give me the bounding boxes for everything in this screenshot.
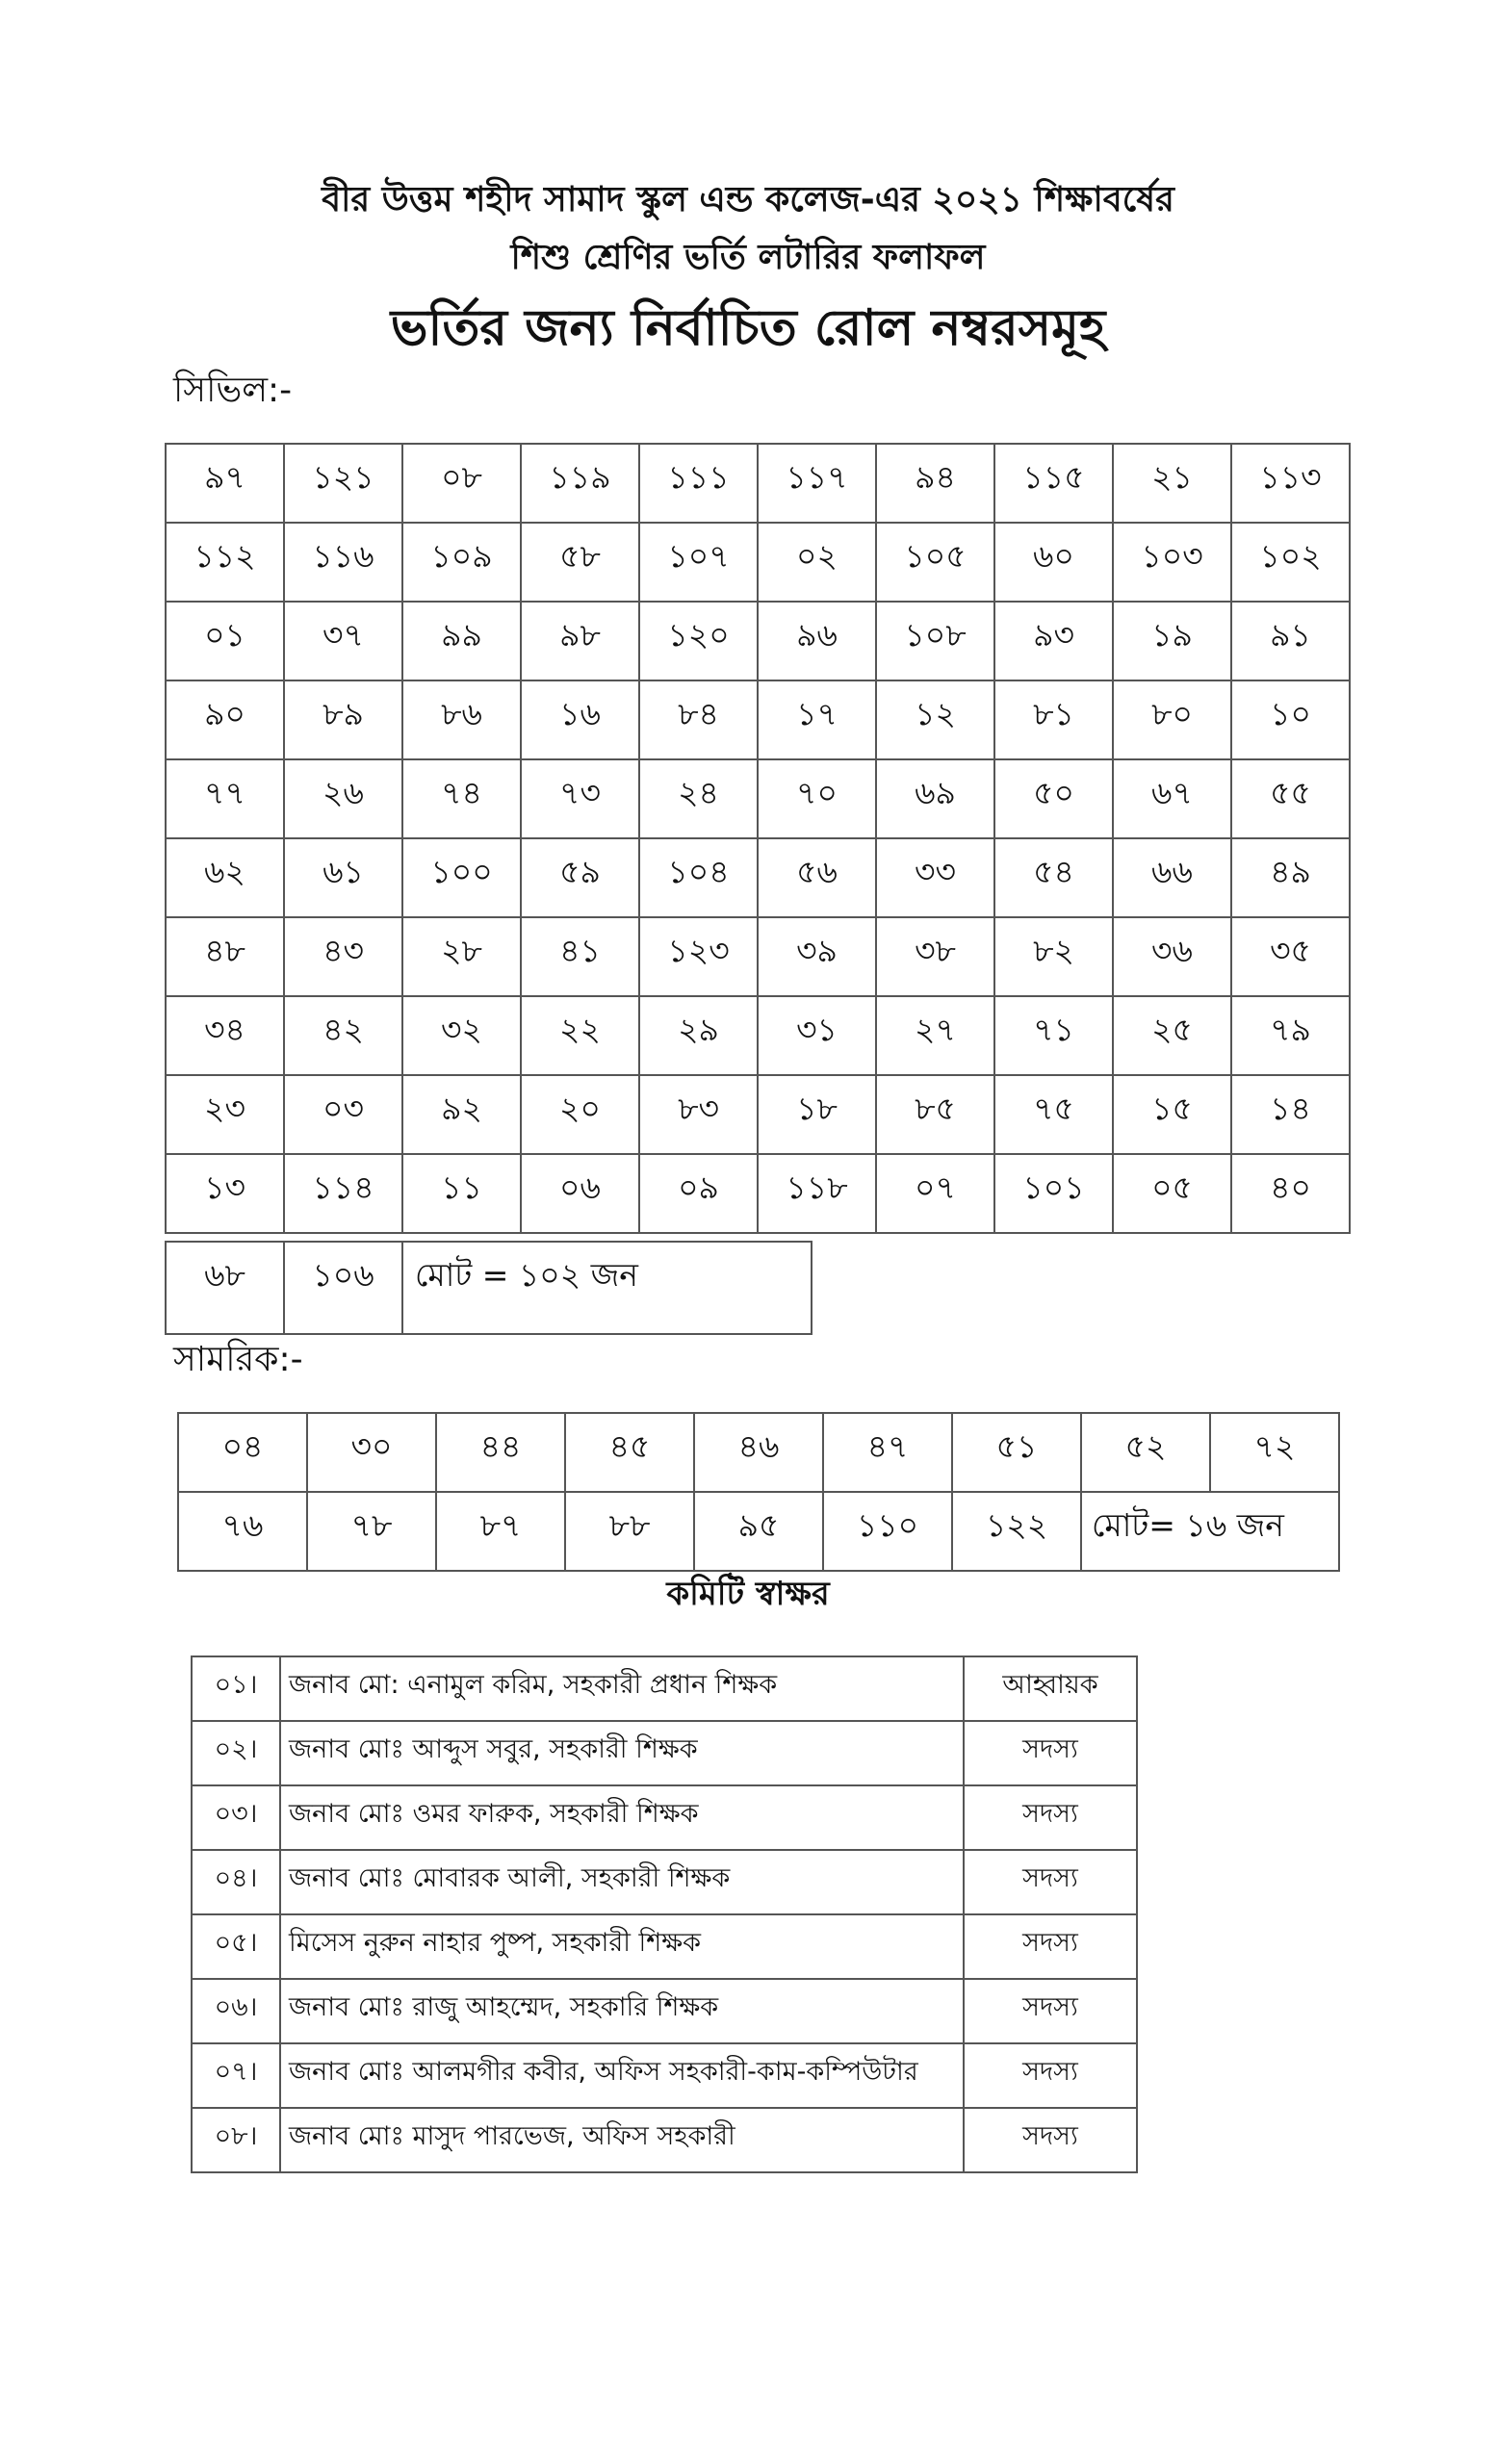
military-total: মোট= ১৬ জন bbox=[1081, 1492, 1339, 1571]
roll-cell: ৩৭ bbox=[284, 602, 402, 680]
member-name: জনাব মোঃ ওমর ফারুক, সহকারী শিক্ষক bbox=[280, 1785, 964, 1850]
roll-cell: ১০৭ bbox=[639, 523, 758, 602]
roll-cell: ২০ bbox=[521, 1075, 639, 1154]
civil-section-label: সিভিল:- bbox=[173, 371, 293, 410]
roll-cell: ৯১ bbox=[1231, 602, 1350, 680]
committee-row bbox=[192, 2043, 1137, 2108]
member-name: জনাব মোঃ আব্দুস সবুর, সহকারী শিক্ষক bbox=[280, 1721, 964, 1785]
civil-roll-table bbox=[165, 443, 1351, 1234]
page-title: ভর্তির জন্য নির্বাচিত রোল নম্বরসমূহ bbox=[390, 299, 1106, 357]
roll-cell: ০৩ bbox=[284, 1075, 402, 1154]
member-name: জনাব মোঃ রাজু আহম্মেদ, সহকারি শিক্ষক bbox=[280, 1979, 964, 2043]
member-name: জনাব মোঃ মাসুদ পারভেজ, অফিস সহকারী bbox=[280, 2108, 964, 2172]
roll-cell: ০৬ bbox=[521, 1154, 639, 1233]
table-row bbox=[178, 1413, 1339, 1492]
table-row bbox=[166, 838, 1350, 917]
roll-cell: ৮১ bbox=[994, 680, 1113, 759]
roll-cell: ২২ bbox=[521, 996, 639, 1075]
member-role: সদস্য bbox=[964, 1850, 1137, 1914]
roll-cell: ১১৪ bbox=[284, 1154, 402, 1233]
roll-cell: ১০ bbox=[1231, 680, 1350, 759]
roll-cell: ১০৬ bbox=[284, 1242, 402, 1334]
table-row bbox=[166, 602, 1350, 680]
roll-cell: ৮৮ bbox=[565, 1492, 694, 1571]
table-row bbox=[166, 523, 1350, 602]
roll-cell: ২৬ bbox=[284, 759, 402, 838]
roll-cell: ৭০ bbox=[758, 759, 876, 838]
roll-cell: ৬০ bbox=[994, 523, 1113, 602]
member-name: জনাব মোঃ আলমগীর কবীর, অফিস সহকারী-কাম-কম্পিউটার bbox=[280, 2043, 964, 2108]
committee-row bbox=[192, 1656, 1137, 1721]
table-row bbox=[166, 444, 1350, 523]
roll-cell: ১২ bbox=[876, 680, 994, 759]
roll-cell: ১২০ bbox=[639, 602, 758, 680]
roll-cell: ৭৭ bbox=[166, 759, 284, 838]
roll-cell: ৩২ bbox=[402, 996, 521, 1075]
military-roll-table bbox=[177, 1412, 1340, 1572]
roll-cell: ১৬ bbox=[521, 680, 639, 759]
result-subheading: শিশু শ্রেণির ভর্তি লটারির ফলাফল bbox=[510, 238, 986, 277]
roll-cell: ৪৪ bbox=[436, 1413, 565, 1492]
member-role: সদস্য bbox=[964, 1914, 1137, 1979]
table-row bbox=[166, 1154, 1350, 1233]
roll-cell: ১১ bbox=[402, 1154, 521, 1233]
roll-cell: ৬৭ bbox=[1113, 759, 1231, 838]
roll-cell: ০৮ bbox=[402, 444, 521, 523]
roll-cell: ৬১ bbox=[284, 838, 402, 917]
roll-cell: ৮৯ bbox=[284, 680, 402, 759]
roll-cell: ৬৮ bbox=[166, 1242, 284, 1334]
member-name: জনাব মো: এনামুল করিম, সহকারী প্রধান শিক্ষক bbox=[280, 1656, 964, 1721]
committee-title: কমিটি স্বাক্ষর bbox=[666, 1575, 830, 1613]
roll-cell: ৫৪ bbox=[994, 838, 1113, 917]
roll-cell: ৩৯ bbox=[758, 917, 876, 996]
roll-cell: ১১১ bbox=[639, 444, 758, 523]
roll-cell: ৮৪ bbox=[639, 680, 758, 759]
roll-cell: ১০১ bbox=[994, 1154, 1113, 1233]
member-serial: ০৮। bbox=[192, 2108, 280, 2172]
committee-row bbox=[192, 2108, 1137, 2172]
roll-cell: ১১৩ bbox=[1231, 444, 1350, 523]
roll-cell: ২১ bbox=[1113, 444, 1231, 523]
roll-cell: ১০২ bbox=[1231, 523, 1350, 602]
roll-cell: ১১৬ bbox=[284, 523, 402, 602]
member-name: মিসেস নুরুন নাহার পুষ্প, সহকারী শিক্ষক bbox=[280, 1914, 964, 1979]
member-serial: ০৬। bbox=[192, 1979, 280, 2043]
roll-cell: ৫২ bbox=[1081, 1413, 1210, 1492]
roll-cell: ১০০ bbox=[402, 838, 521, 917]
roll-cell: ২৪ bbox=[639, 759, 758, 838]
committee-row bbox=[192, 1850, 1137, 1914]
roll-cell: ৯৭ bbox=[166, 444, 284, 523]
roll-cell: ৮০ bbox=[1113, 680, 1231, 759]
roll-cell: ১০৯ bbox=[402, 523, 521, 602]
roll-cell: ১১০ bbox=[823, 1492, 952, 1571]
roll-cell: ৭৮ bbox=[307, 1492, 436, 1571]
roll-cell: ২৮ bbox=[402, 917, 521, 996]
roll-cell: ৮৫ bbox=[876, 1075, 994, 1154]
roll-cell: ৯৯ bbox=[402, 602, 521, 680]
member-serial: ০৩। bbox=[192, 1785, 280, 1850]
roll-cell: ৬৯ bbox=[876, 759, 994, 838]
roll-cell: ২৯ bbox=[639, 996, 758, 1075]
member-serial: ০৪। bbox=[192, 1850, 280, 1914]
roll-cell: ৫৬ bbox=[758, 838, 876, 917]
roll-cell: ১০৩ bbox=[1113, 523, 1231, 602]
roll-cell: ১২১ bbox=[284, 444, 402, 523]
roll-cell: ৪৬ bbox=[694, 1413, 823, 1492]
roll-cell: ৭৬ bbox=[178, 1492, 307, 1571]
roll-cell: ৮৩ bbox=[639, 1075, 758, 1154]
committee-row bbox=[192, 1785, 1137, 1850]
roll-cell: ১১৮ bbox=[758, 1154, 876, 1233]
roll-cell: ১১৫ bbox=[994, 444, 1113, 523]
roll-cell: ৯৫ bbox=[694, 1492, 823, 1571]
committee-signature-table bbox=[191, 1656, 1138, 2173]
roll-cell: ৫৯ bbox=[521, 838, 639, 917]
roll-cell: ১১৯ bbox=[521, 444, 639, 523]
roll-cell: ৬২ bbox=[166, 838, 284, 917]
member-serial: ০২। bbox=[192, 1721, 280, 1785]
roll-cell: ৮৭ bbox=[436, 1492, 565, 1571]
roll-cell: ৫১ bbox=[952, 1413, 1081, 1492]
roll-cell: ১১৭ bbox=[758, 444, 876, 523]
institution-heading: বীর উত্তম শহীদ সামাদ স্কুল এন্ড কলেজ-এর ২০২১ শিক্ষাবর্ষের bbox=[322, 180, 1174, 219]
committee-row bbox=[192, 1979, 1137, 2043]
roll-cell: ১০৫ bbox=[876, 523, 994, 602]
roll-cell: ৩৮ bbox=[876, 917, 994, 996]
member-role: আহ্বায়ক bbox=[964, 1656, 1137, 1721]
roll-cell: ০৯ bbox=[639, 1154, 758, 1233]
roll-cell: ৫০ bbox=[994, 759, 1113, 838]
roll-cell: ১৪ bbox=[1231, 1075, 1350, 1154]
member-role: সদস্য bbox=[964, 1979, 1137, 2043]
roll-cell: ৮২ bbox=[994, 917, 1113, 996]
roll-cell: ৯৮ bbox=[521, 602, 639, 680]
roll-cell: ১২৩ bbox=[639, 917, 758, 996]
roll-cell: ৩০ bbox=[307, 1413, 436, 1492]
roll-cell: ৩৪ bbox=[166, 996, 284, 1075]
roll-cell: ৯২ bbox=[402, 1075, 521, 1154]
roll-cell: ৪৩ bbox=[284, 917, 402, 996]
committee-row bbox=[192, 1914, 1137, 1979]
member-name: জনাব মোঃ মোবারক আলী, সহকারী শিক্ষক bbox=[280, 1850, 964, 1914]
roll-cell: ১২২ bbox=[952, 1492, 1081, 1571]
roll-cell: ১০৪ bbox=[639, 838, 758, 917]
roll-cell: ৩৩ bbox=[876, 838, 994, 917]
civil-total: মোট = ১০২ জন bbox=[402, 1242, 812, 1334]
roll-cell: ৪৫ bbox=[565, 1413, 694, 1492]
member-role: সদস্য bbox=[964, 1785, 1137, 1850]
roll-cell: ৭৯ bbox=[1231, 996, 1350, 1075]
roll-cell: ১৭ bbox=[758, 680, 876, 759]
roll-cell: ৪৮ bbox=[166, 917, 284, 996]
roll-cell: ১৩ bbox=[166, 1154, 284, 1233]
roll-cell: ৫৮ bbox=[521, 523, 639, 602]
civil-last-row-table bbox=[165, 1241, 812, 1335]
roll-cell: ৭৩ bbox=[521, 759, 639, 838]
roll-cell: ০৫ bbox=[1113, 1154, 1231, 1233]
roll-cell: ৯৩ bbox=[994, 602, 1113, 680]
roll-cell: ৩৬ bbox=[1113, 917, 1231, 996]
member-role: সদস্য bbox=[964, 2043, 1137, 2108]
roll-cell: ৪১ bbox=[521, 917, 639, 996]
roll-cell: ৮৬ bbox=[402, 680, 521, 759]
roll-cell: ৪২ bbox=[284, 996, 402, 1075]
roll-cell: ২৫ bbox=[1113, 996, 1231, 1075]
roll-cell: ৫৫ bbox=[1231, 759, 1350, 838]
roll-cell: ৪০ bbox=[1231, 1154, 1350, 1233]
roll-cell: ৩৫ bbox=[1231, 917, 1350, 996]
table-row bbox=[166, 996, 1350, 1075]
roll-cell: ২৩ bbox=[166, 1075, 284, 1154]
committee-row bbox=[192, 1721, 1137, 1785]
roll-cell: ৪৯ bbox=[1231, 838, 1350, 917]
roll-cell: ২৭ bbox=[876, 996, 994, 1075]
roll-cell: ০৭ bbox=[876, 1154, 994, 1233]
roll-cell: ১০৮ bbox=[876, 602, 994, 680]
roll-cell: ৯০ bbox=[166, 680, 284, 759]
roll-cell: ০১ bbox=[166, 602, 284, 680]
roll-cell: ১১২ bbox=[166, 523, 284, 602]
roll-cell: ১৯ bbox=[1113, 602, 1231, 680]
roll-cell: ১৫ bbox=[1113, 1075, 1231, 1154]
roll-cell: ৩১ bbox=[758, 996, 876, 1075]
table-row bbox=[166, 759, 1350, 838]
roll-cell: ৯৬ bbox=[758, 602, 876, 680]
roll-cell: ৭২ bbox=[1210, 1413, 1339, 1492]
member-serial: ০১। bbox=[192, 1656, 280, 1721]
table-row bbox=[166, 1242, 812, 1334]
roll-cell: ৪৭ bbox=[823, 1413, 952, 1492]
roll-cell: ১৮ bbox=[758, 1075, 876, 1154]
roll-cell: ৯৪ bbox=[876, 444, 994, 523]
table-row bbox=[178, 1492, 1339, 1571]
roll-cell: ০৪ bbox=[178, 1413, 307, 1492]
member-serial: ০৫। bbox=[192, 1914, 280, 1979]
military-section-label: সামরিক:- bbox=[173, 1340, 303, 1379]
member-role: সদস্য bbox=[964, 1721, 1137, 1785]
table-row bbox=[166, 917, 1350, 996]
table-row bbox=[166, 680, 1350, 759]
member-serial: ০৭। bbox=[192, 2043, 280, 2108]
roll-cell: ৭৪ bbox=[402, 759, 521, 838]
member-role: সদস্য bbox=[964, 2108, 1137, 2172]
roll-cell: ৭১ bbox=[994, 996, 1113, 1075]
roll-cell: ০২ bbox=[758, 523, 876, 602]
roll-cell: ৭৫ bbox=[994, 1075, 1113, 1154]
table-row bbox=[166, 1075, 1350, 1154]
roll-cell: ৬৬ bbox=[1113, 838, 1231, 917]
